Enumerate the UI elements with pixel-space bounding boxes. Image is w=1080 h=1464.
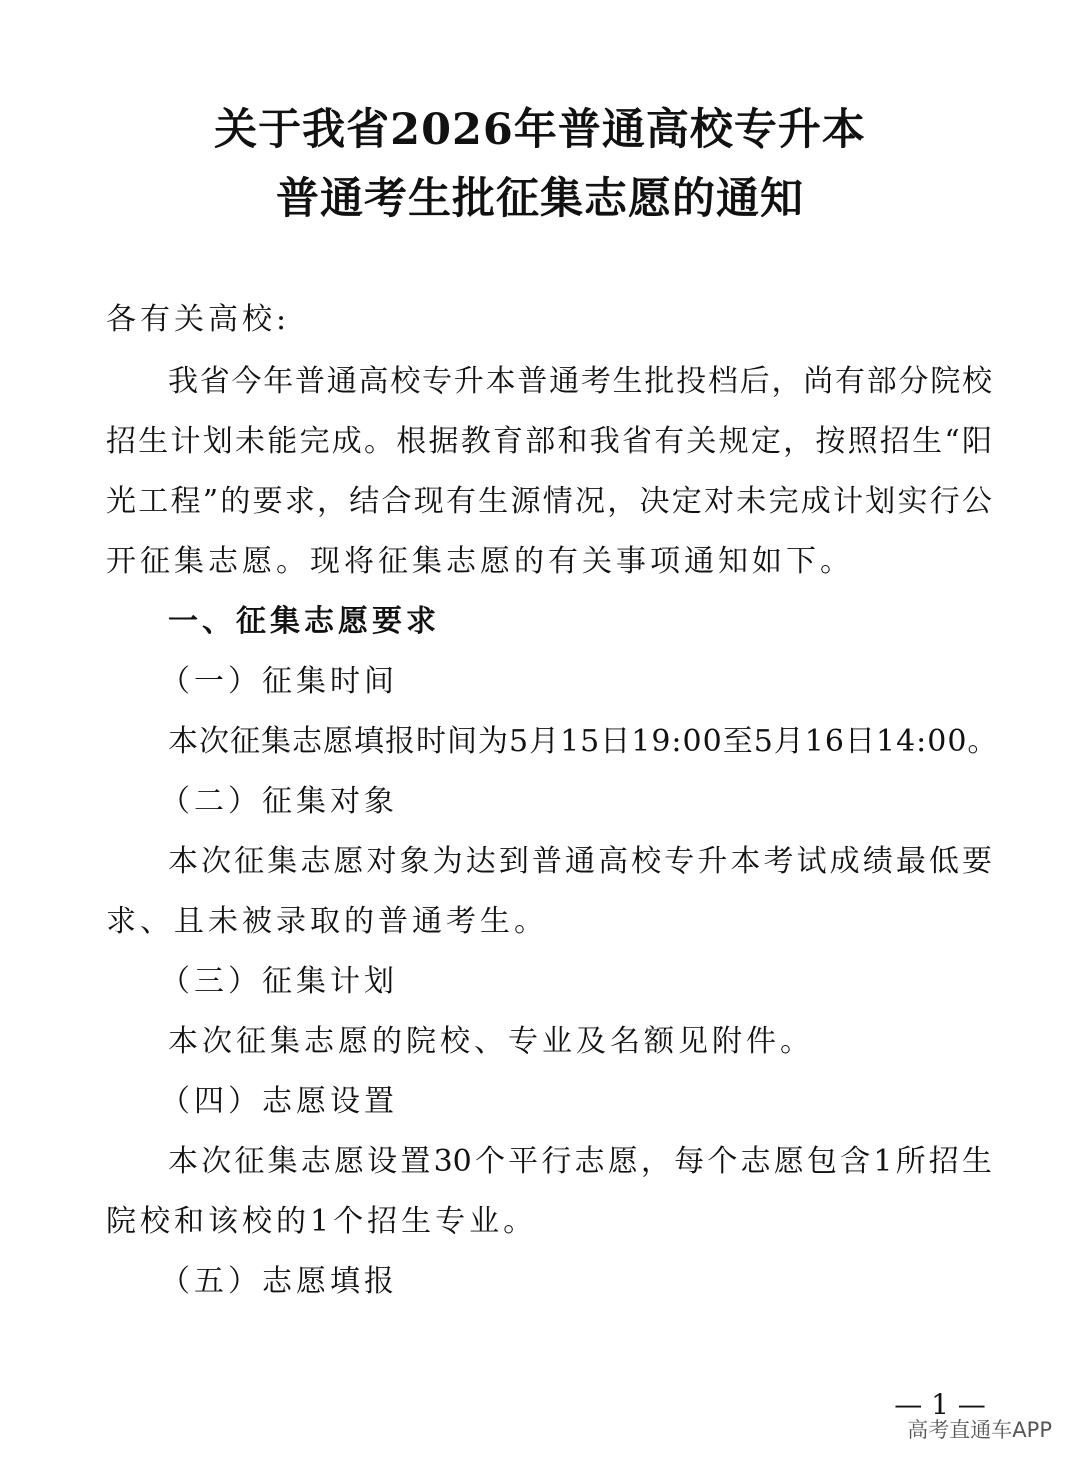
subsection-5-heading: （五）志愿填报 bbox=[160, 1264, 398, 1299]
watermark: 高考直通车APP bbox=[907, 1418, 1052, 1442]
intro-line-1: 我省今年普通高校专升本普通考生批投档后，尚有部分院校 bbox=[168, 364, 992, 399]
subsection-4-line-2: 院校和该校的1个招生专业。 bbox=[106, 1204, 538, 1239]
subsection-2-heading: （二）征集对象 bbox=[160, 784, 398, 819]
document-title-line-2: 普通考生批征集志愿的通知 bbox=[276, 174, 804, 224]
intro-line-4: 开征集志愿。现将征集志愿的有关事项通知如下。 bbox=[106, 544, 854, 579]
subsection-4-line-1: 本次征集志愿设置30个平行志愿，每个志愿包含1所招生 bbox=[168, 1144, 992, 1179]
subsection-4-heading: （四）志愿设置 bbox=[160, 1084, 398, 1119]
subsection-2-line-1: 本次征集志愿对象为达到普通高校专升本考试成绩最低要 bbox=[168, 844, 992, 879]
salutation: 各有关高校: bbox=[106, 302, 291, 337]
subsection-2-line-2: 求、且未被录取的普通考生。 bbox=[106, 904, 548, 939]
subsection-1-heading: （一）征集时间 bbox=[160, 664, 398, 699]
intro-line-2: 招生计划未能完成。根据教育部和我省有关规定，按照招生“阳 bbox=[106, 424, 992, 459]
subsection-3-heading: （三）征集计划 bbox=[160, 964, 398, 999]
intro-line-3: 光工程”的要求，结合现有生源情况，决定对未完成计划实行公 bbox=[106, 484, 992, 519]
page-number: — 1 — bbox=[894, 1388, 986, 1421]
document-title-line-1: 关于我省2026年普通高校专升本 bbox=[214, 105, 866, 155]
subsection-1-text: 本次征集志愿填报时间为5月15日19:00至5月16日14:00。 bbox=[168, 724, 999, 759]
subsection-3-text: 本次征集志愿的院校、专业及名额见附件。 bbox=[168, 1024, 814, 1059]
section-1-heading: 一、征集志愿要求 bbox=[168, 604, 440, 639]
